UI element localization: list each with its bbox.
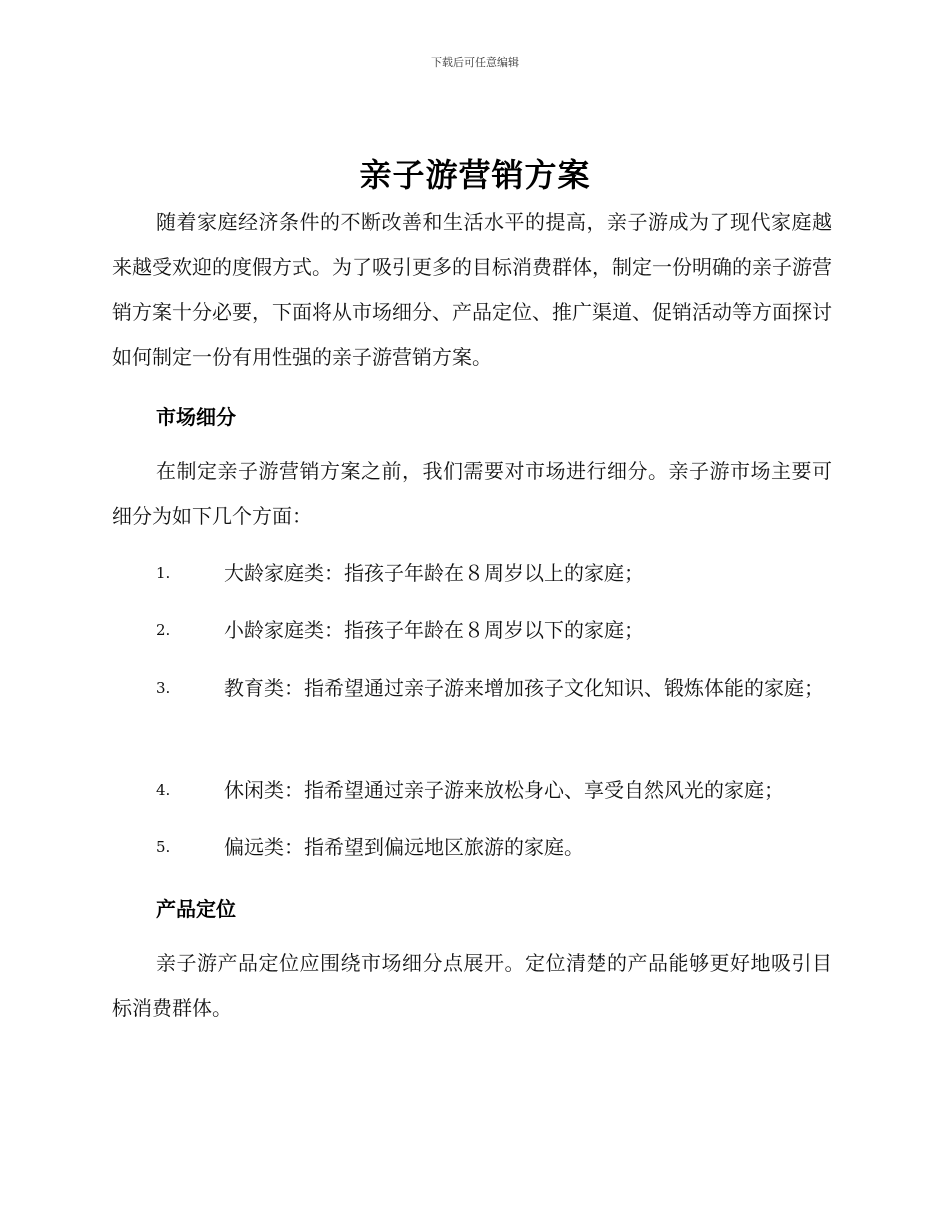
header-note: 下载后可任意编辑 <box>431 56 519 69</box>
list-item <box>112 768 832 813</box>
list-item-text: 大龄家庭类：指孩子年龄在８周岁以上的家庭； <box>224 561 644 585</box>
list-item-number: 1. <box>156 564 171 582</box>
section-heading-positioning: 产品定位 <box>156 897 236 921</box>
list-item-text: 小龄家庭类：指孩子年龄在８周岁以下的家庭； <box>224 618 644 642</box>
positioning-paragraph: 亲子游产品定位应围绕市场细分点展开。定位清楚的产品能够更好地吸引目标消费群体。 <box>112 951 832 1020</box>
list-item-text: 休闲类：指希望通过亲子游来放松身心、享受自然风光的家庭； <box>224 778 784 802</box>
list-item <box>112 608 832 653</box>
list-item-number: 3. <box>156 679 171 697</box>
list-item-number: 4. <box>156 781 171 799</box>
list-item-text: 偏远类：指希望到偏远地区旅游的家庭。 <box>224 835 584 859</box>
list-item <box>112 551 832 596</box>
list-item-number: 5. <box>156 838 171 856</box>
section-heading-market: 市场细分 <box>156 405 236 429</box>
market-paragraph: 在制定亲子游营销方案之前，我们需要对市场进行细分。亲子游市场主要可细分为如下几个方面： <box>112 459 832 528</box>
document-title: 亲子游营销方案 <box>359 156 591 194</box>
list-item <box>112 825 832 870</box>
list-item-text: 教育类：指希望通过亲子游来增加孩子文化知识、锻炼体能的家庭； <box>224 676 824 700</box>
list-item <box>112 666 832 711</box>
list-item-number: 2. <box>156 621 171 639</box>
intro-paragraph: 随着家庭经济条件的不断改善和生活水平的提高，亲子游成为了现代家庭越来越受欢迎的度假方式。为了吸引更多的目标消费群体，制定一份明确的亲子游营销方案十分必要，下面将从市场细分、产品定位、推广渠道、促销活动等方面探讨如何制定一份有用性强的亲子游营销方案。 <box>112 210 832 369</box>
